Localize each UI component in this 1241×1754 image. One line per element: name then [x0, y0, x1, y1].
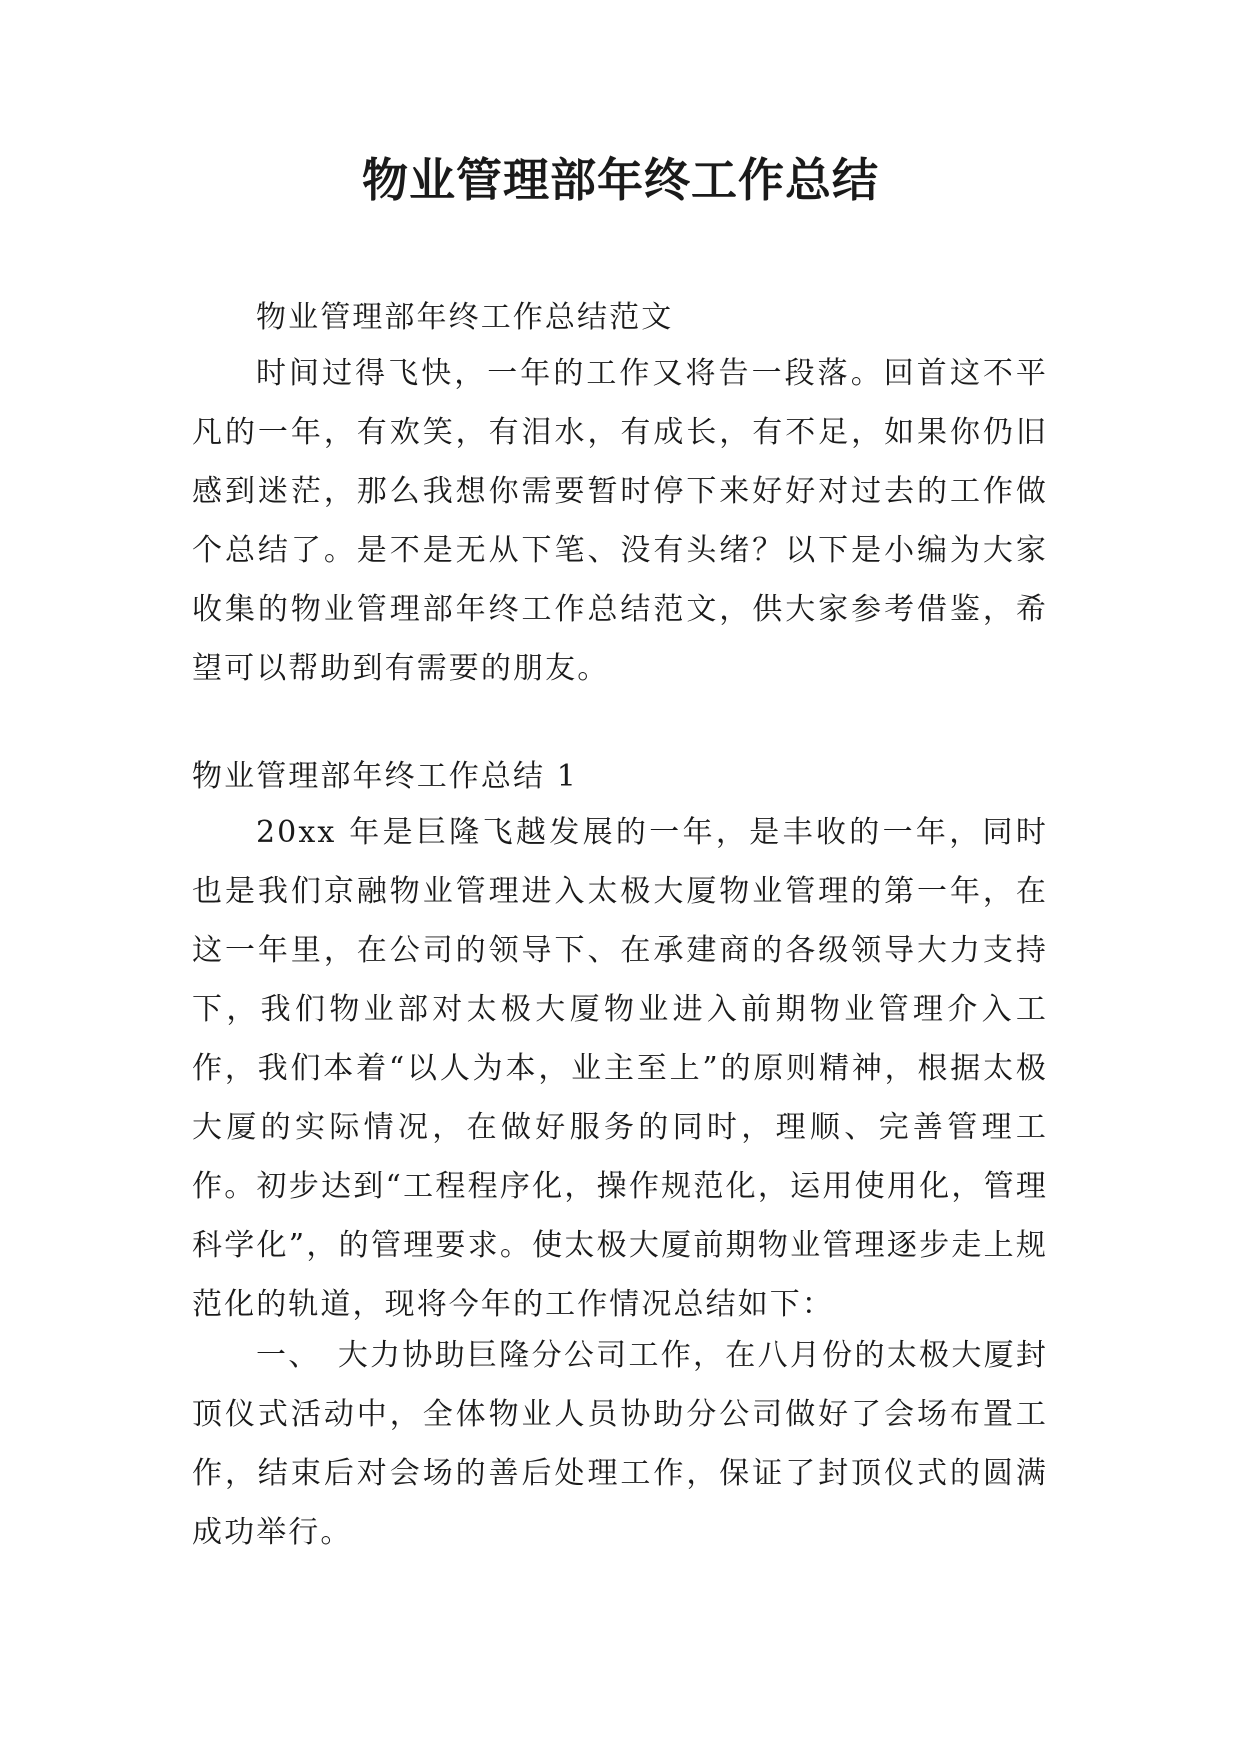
section-heading: 物业管理部年终工作总结 1 — [192, 759, 578, 794]
document-subtitle: 物业管理部年终工作总结范文 — [256, 300, 674, 335]
intro-paragraph: 时间过得飞快，一年的工作又将告一段落。回首这不平凡的一年，有欢笑，有泪水，有成长，有不足，如果你仍旧感到迷茫，那么我想你需要暂时停下来好好对过去的工作做个总结了。是不是无从下笔、没有头绪？以下是小编为大家收集的物业管理部年终工作总结范文，供大家参考借鉴，希望可以帮助到有需要的朋友。 — [192, 356, 1048, 686]
body-paragraph-1: 20xx 年是巨隆飞越发展的一年，是丰收的一年，同时也是我们京融物业管理进入太极大厦物业管理的第一年，在这一年里，在公司的领导下、在承建商的各级领导大力支持下，我们物业部对太极大厦物业进入前期物业管理介入工作，我们本着“以人为本，业主至上”的原则精神，根据太极大厦的实际情况，在做好服务的同时，理顺、完善管理工作。初步达到“工程程序化，操作规范化，运用使用化，管理科学化”，的管理要求。使太极大厦前期物业管理逐步走上规范化的轨道，现将今年的工作情况总结如下： — [192, 815, 1048, 1322]
document-title: 物业管理部年终工作总结 — [362, 153, 879, 207]
body-paragraph-2: 一、 大力协助巨隆分公司工作，在八月份的太极大厦封顶仪式活动中，全体物业人员协助分公司做好了会场布置工作，结束后对会场的善后处理工作，保证了封顶仪式的圆满成功举行。 — [192, 1338, 1048, 1550]
